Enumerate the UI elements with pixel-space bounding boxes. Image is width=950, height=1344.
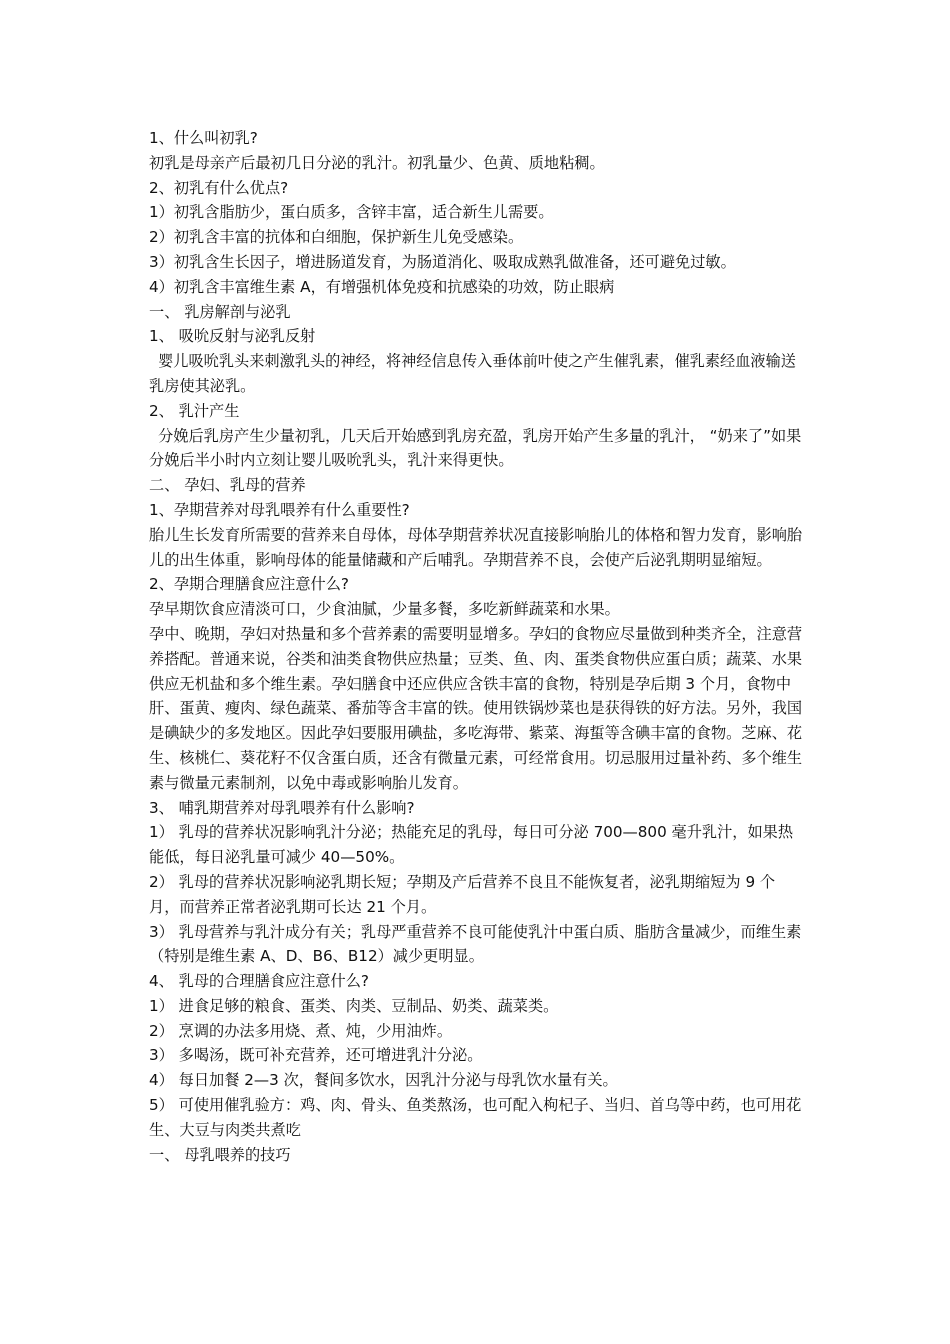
list-item: 2）初乳含丰富的抗体和白细胞，保护新生儿免受感染。 <box>149 228 524 247</box>
question-heading: 1、什么叫初乳? <box>149 129 258 147</box>
list-item: 1） 乳母的营养状况影响乳汁分泌；热能充足的乳母，每日可分泌 700—800 毫升乳汁，如果热能低，每日泌乳量可减少 40—50%。 <box>149 823 794 867</box>
list-item: 4）初乳含丰富维生素 A，有增强机体免疫和抗感染的功效，防止眼病 <box>149 277 615 296</box>
question-heading: 2、初乳有什么优点? <box>149 178 289 197</box>
list-item: 4） 每日加餐 2—3 次，餐间多饮水，因乳汁分泌与母乳饮水量有关。 <box>149 1071 618 1090</box>
list-item: 1） 进食足够的粮食、蛋类、肉类、豆制品、奶类、蔬菜类。 <box>149 996 559 1015</box>
subsection-heading: 1、 吸吮反射与泌乳反射 <box>149 327 316 346</box>
question-heading: 3、 哺乳期营养对母乳喂养有什么影响? <box>149 798 415 817</box>
list-item: 3）初乳含生长因子，增进肠道发育，为肠道消化、吸取成熟乳做准备，还可避免过敏。 <box>149 252 736 271</box>
body-paragraph: 孕中、晚期，孕妇对热量和多个营养素的需要明显增多。孕妇的食物应尽量做到种类齐全，注意营养搭配。普通来说，谷类和油类食物供应热量；豆类、鱼、肉、蛋类食物供应蛋白质；蔬菜、水果供应无机盐和多个维生素。孕妇膳食中还应供应含铁丰富的食物，特别是孕后期 3 个月，食物中肝、蛋黄、瘦肉、绿色蔬菜、番茄等含丰富的铁。使用铁锅炒菜也是获得铁的好方法。另外，我国是碘缺少的多发地区。因此孕妇要服用碘盐，多吃海带、紫菜、海蜇等含碘丰富的食物。芝麻、花生、核桃仁、葵花籽不仅含蛋白质，还含有微量元素，可经常食用。切忌服用过量补药、多个维生素与微量元素制剂，以免中毒或影响胎儿发育。 <box>149 624 803 792</box>
list-item: 3） 多喝汤，既可补充营养，还可增进乳汁分泌。 <box>149 1046 483 1065</box>
list-item: 5） 可使用催乳验方：鸡、肉、骨头、鱼类熬汤，也可配入枸杞子、当归、首乌等中药，也可用花生、大豆与肉类共煮吃 <box>149 1096 802 1139</box>
body-paragraph: 孕早期饮食应清淡可口，少食油腻，少量多餐，多吃新鲜蔬菜和水果。 <box>149 600 620 619</box>
list-item: 2） 乳母的营养状况影响泌乳期长短；孕期及产后营养不良且不能恢复者，泌乳期缩短为 9 个月，而营养正常者泌乳期可长达 21 个月。 <box>149 872 776 916</box>
answer-paragraph: 初乳是母亲产后最初几日分泌的乳汁。初乳量少、色黄、质地粘稠。 <box>149 153 605 172</box>
body-paragraph: 胎儿生长发育所需要的营养来自母体，母体孕期营养状况直接影响胎儿的体格和智力发育，影响胎儿的出生体重，影响母体的能量储藏和产后哺乳。孕期营养不良，会使产后泌乳期明显缩短。 <box>149 525 803 569</box>
list-item: 2） 烹调的办法多用烧、煮、炖，少用油炸。 <box>149 1021 453 1040</box>
section-heading: 一、 母乳喂养的技巧 <box>149 1145 291 1164</box>
question-heading: 1、孕期营养对母乳喂养有什么重要性? <box>149 500 410 519</box>
section-heading: 一、 乳房解剖与泌乳 <box>149 302 291 321</box>
document-body <box>149 126 805 1167</box>
subsection-heading: 2、 乳汁产生 <box>149 401 240 420</box>
question-heading: 2、孕期合理膳食应注意什么? <box>149 575 349 594</box>
list-item: 3） 乳母营养与乳汁成分有关；乳母严重营养不良可能使乳汁中蛋白质、脂肪含量减少，而维生素（特别是维生素 A、D、B6、B12）减少更明显。 <box>149 922 802 966</box>
body-paragraph: 婴儿吸吮乳头来刺激乳头的神经，将神经信息传入垂体前叶使之产生催乳素，催乳素经血液输送乳房使其泌乳。 <box>149 352 796 395</box>
body-paragraph: 分娩后乳房产生少量初乳，几天后开始感到乳房充盈，乳房开始产生多量的乳汁， “奶来了”如果分娩后半小时内立刻让婴儿吸吮乳头，乳汁来得更快。 <box>149 426 802 470</box>
list-item: 1）初乳含脂肪少，蛋白质多，含锌丰富，适合新生儿需要。 <box>149 203 554 222</box>
section-heading: 二、 孕妇、乳母的营养 <box>149 476 306 495</box>
question-heading: 4、 乳母的合理膳食应注意什么? <box>149 972 369 991</box>
